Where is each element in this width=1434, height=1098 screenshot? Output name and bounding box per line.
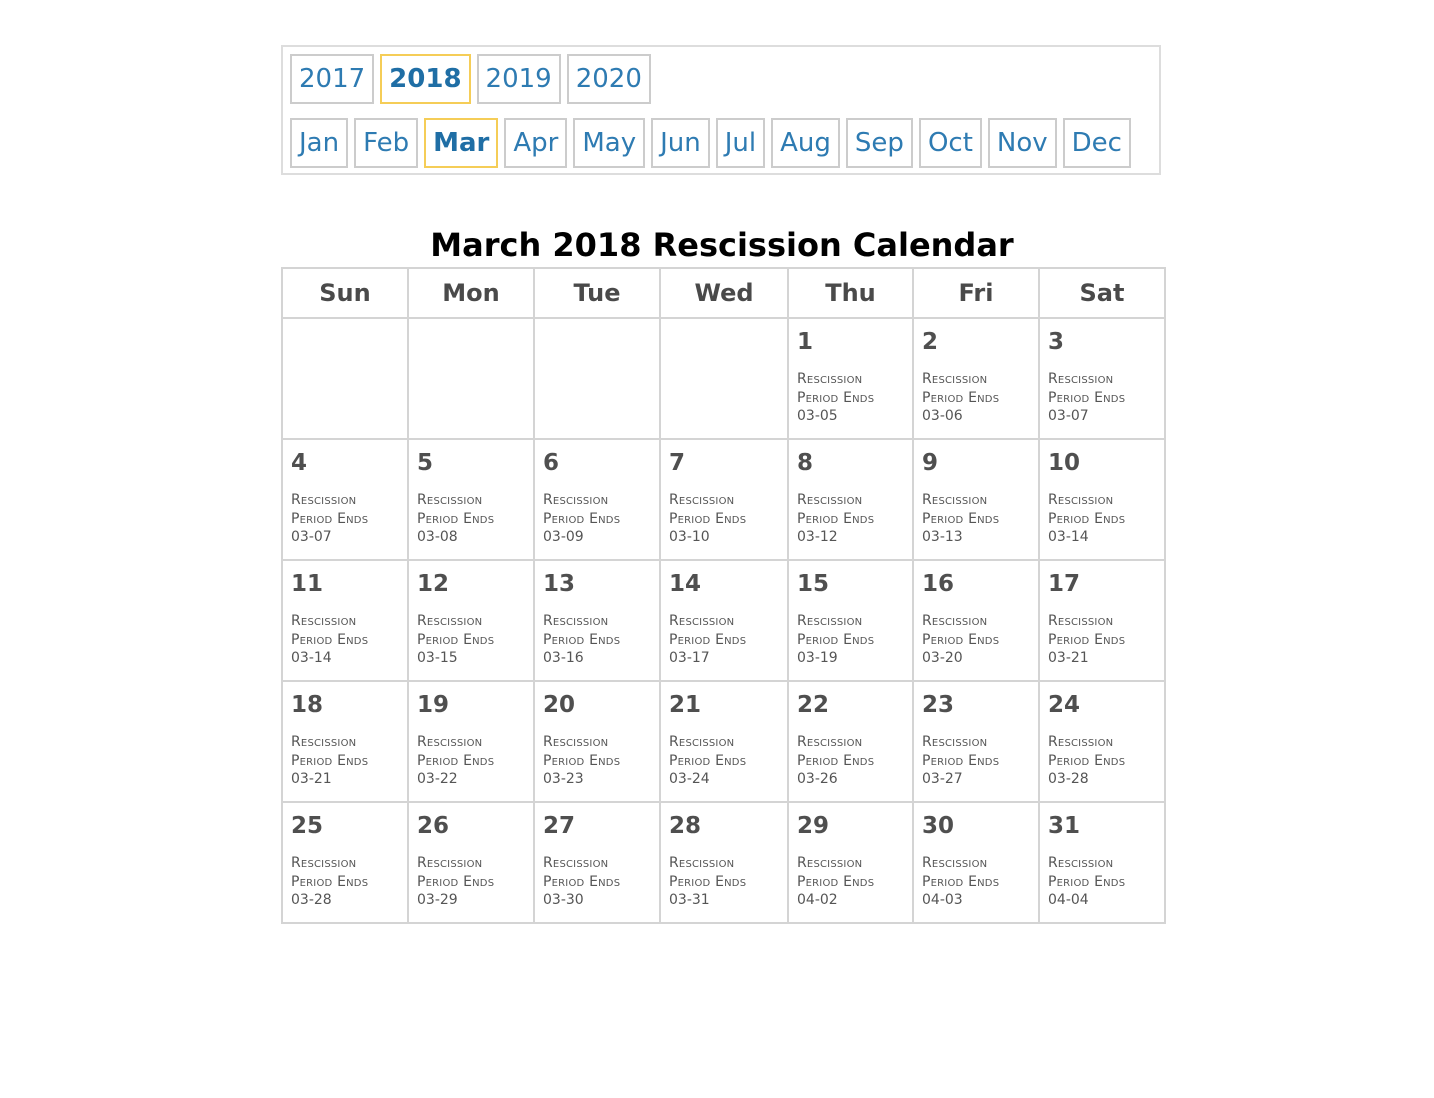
day-cell-content: [535, 561, 659, 680]
day-number: 24: [1048, 692, 1081, 718]
day-cell: [788, 318, 913, 439]
period-ends-label: Period Ends: [797, 510, 875, 527]
day-number: 22: [797, 692, 830, 718]
day-number: 5: [417, 450, 434, 476]
day-cell-content: [535, 682, 659, 801]
period-end-date: 03-13: [922, 529, 963, 545]
period-ends-label: Period Ends: [291, 873, 369, 890]
rescission-label: Rescission: [291, 855, 357, 871]
day-cell-content: [789, 803, 912, 922]
day-cell-content: [535, 803, 659, 922]
day-cell: [660, 560, 788, 681]
period-ends-label: Period Ends: [797, 631, 875, 648]
day-cell-content: [661, 440, 787, 559]
rescission-label: Rescission: [797, 492, 863, 508]
rescission-label: Rescission: [797, 613, 863, 629]
day-number: 6: [543, 450, 560, 476]
rescission-label: Rescission: [291, 492, 357, 508]
day-cell-content: [661, 803, 787, 922]
day-number: 17: [1048, 571, 1081, 597]
empty-day-cell: [660, 318, 788, 439]
weekday-header: [282, 268, 1165, 318]
rescission-info: [922, 733, 1031, 789]
day-cell-content: [409, 682, 533, 801]
day-number: 1: [797, 329, 814, 355]
rescission-label: Rescission: [922, 613, 988, 629]
period-end-date: 03-24: [669, 771, 710, 787]
day-cell-content: [283, 803, 407, 922]
year-button-2019[interactable]: 2019: [477, 54, 561, 104]
period-ends-label: Period Ends: [797, 873, 875, 890]
day-number: 14: [669, 571, 702, 597]
day-cell: [534, 560, 660, 681]
day-cell: [408, 560, 534, 681]
rescission-label: Rescission: [543, 613, 609, 629]
rescission-label: Rescission: [797, 855, 863, 871]
rescission-label: Rescission: [922, 371, 988, 387]
rescission-info: [1048, 733, 1157, 789]
week-row: [282, 439, 1165, 560]
rescission-info: [922, 612, 1031, 668]
rescission-info: [797, 491, 905, 547]
period-ends-label: Period Ends: [417, 873, 495, 890]
rescission-info: [1048, 612, 1157, 668]
calendar-body: [282, 318, 1165, 923]
day-number: 26: [417, 813, 450, 839]
month-button-jul[interactable]: Jul: [716, 118, 765, 168]
rescission-label: Rescission: [417, 613, 483, 629]
month-button-dec[interactable]: Dec: [1063, 118, 1131, 168]
rescission-info: [543, 854, 652, 910]
day-cell: [1039, 560, 1165, 681]
rescission-label: Rescission: [417, 855, 483, 871]
day-number: 30: [922, 813, 955, 839]
rescission-info: [291, 854, 400, 910]
rescission-label: Rescission: [669, 855, 735, 871]
day-cell: [660, 439, 788, 560]
day-cell: [913, 560, 1039, 681]
day-number: 18: [291, 692, 324, 718]
day-cell: [1039, 681, 1165, 802]
week-row: [282, 681, 1165, 802]
period-end-date: 03-12: [797, 529, 838, 545]
rescission-info: [291, 491, 400, 547]
date-navigation: [281, 45, 1161, 175]
period-end-date: 03-20: [922, 650, 963, 666]
day-cell: [282, 802, 408, 923]
week-row: [282, 560, 1165, 681]
day-number: 25: [291, 813, 324, 839]
day-cell: [660, 681, 788, 802]
rescission-info: [922, 854, 1031, 910]
day-cell-content: [914, 440, 1038, 559]
period-ends-label: Period Ends: [922, 389, 1000, 406]
rescission-label: Rescission: [922, 855, 988, 871]
rescission-info: [417, 854, 526, 910]
day-number: 27: [543, 813, 576, 839]
day-cell-content: [283, 682, 407, 801]
month-button-sep[interactable]: Sep: [846, 118, 913, 168]
month-button-apr[interactable]: Apr: [504, 118, 567, 168]
rescission-info: [291, 612, 400, 668]
day-cell-content: [283, 440, 407, 559]
week-row: [282, 802, 1165, 923]
day-number: 12: [417, 571, 450, 597]
day-number: 13: [543, 571, 576, 597]
rescission-info: [417, 612, 526, 668]
month-button-may[interactable]: May: [573, 118, 645, 168]
day-cell: [282, 560, 408, 681]
day-cell: [408, 681, 534, 802]
weekday-fri: Fri: [913, 268, 1039, 318]
day-number: 4: [291, 450, 308, 476]
period-ends-label: Period Ends: [669, 631, 747, 648]
day-number: 2: [922, 329, 939, 355]
day-cell: [534, 681, 660, 802]
day-number: 21: [669, 692, 702, 718]
period-ends-label: Period Ends: [543, 631, 621, 648]
day-cell-content: [914, 319, 1038, 438]
period-ends-label: Period Ends: [797, 389, 875, 406]
day-cell-content: [1040, 319, 1164, 438]
period-ends-label: Period Ends: [669, 510, 747, 527]
day-cell: [660, 802, 788, 923]
day-cell: [913, 681, 1039, 802]
day-number: 11: [291, 571, 324, 597]
year-button-2018[interactable]: 2018: [380, 54, 470, 104]
day-number: 29: [797, 813, 830, 839]
period-ends-label: Period Ends: [543, 510, 621, 527]
day-cell: [534, 802, 660, 923]
day-cell-content: [1040, 682, 1164, 801]
day-cell-content: [409, 561, 533, 680]
rescission-label: Rescission: [417, 492, 483, 508]
day-number: 9: [922, 450, 939, 476]
day-cell-content: [661, 682, 787, 801]
period-end-date: 03-21: [1048, 650, 1089, 666]
weekday-sat: Sat: [1039, 268, 1165, 318]
rescission-info: [417, 733, 526, 789]
period-ends-label: Period Ends: [669, 873, 747, 890]
day-number: 10: [1048, 450, 1081, 476]
period-ends-label: Period Ends: [543, 873, 621, 890]
day-number: 8: [797, 450, 814, 476]
day-cell: [788, 560, 913, 681]
month-button-jan[interactable]: Jan: [290, 118, 348, 168]
day-cell-content: [789, 319, 912, 438]
month-button-jun[interactable]: Jun: [651, 118, 710, 168]
rescission-info: [291, 733, 400, 789]
period-end-date: 03-07: [291, 529, 332, 545]
rescission-info: [1048, 854, 1157, 910]
month-button-nov[interactable]: Nov: [988, 118, 1057, 168]
period-end-date: 04-02: [797, 892, 838, 908]
period-end-date: 03-10: [669, 529, 710, 545]
rescission-label: Rescission: [922, 492, 988, 508]
rescission-label: Rescission: [543, 492, 609, 508]
period-end-date: 03-21: [291, 771, 332, 787]
rescission-label: Rescission: [291, 613, 357, 629]
month-button-mar[interactable]: Mar: [424, 118, 498, 168]
year-button-2017[interactable]: 2017: [290, 54, 374, 104]
weekday-mon: Mon: [408, 268, 534, 318]
period-end-date: 03-14: [291, 650, 332, 666]
period-end-date: 04-03: [922, 892, 963, 908]
period-ends-label: Period Ends: [417, 510, 495, 527]
rescission-info: [543, 491, 652, 547]
rescission-info: [669, 491, 780, 547]
period-end-date: 03-09: [543, 529, 584, 545]
day-number: 31: [1048, 813, 1081, 839]
day-cell: [282, 439, 408, 560]
period-end-date: 03-05: [797, 408, 838, 424]
day-cell: [1039, 318, 1165, 439]
day-cell: [408, 439, 534, 560]
day-cell-content: [914, 803, 1038, 922]
period-ends-label: Period Ends: [291, 510, 369, 527]
weekday-wed: Wed: [660, 268, 788, 318]
day-cell-content: [283, 561, 407, 680]
period-end-date: 03-23: [543, 771, 584, 787]
day-number: 3: [1048, 329, 1065, 355]
year-button-2020[interactable]: 2020: [567, 54, 651, 104]
day-cell: [1039, 439, 1165, 560]
period-ends-label: Period Ends: [1048, 510, 1126, 527]
rescission-label: Rescission: [543, 734, 609, 750]
day-cell: [913, 318, 1039, 439]
day-number: 7: [669, 450, 686, 476]
day-cell-content: [789, 682, 912, 801]
period-ends-label: Period Ends: [1048, 873, 1126, 890]
day-cell: [1039, 802, 1165, 923]
day-cell-content: [914, 682, 1038, 801]
rescission-info: [922, 491, 1031, 547]
period-end-date: 03-22: [417, 771, 458, 787]
rescission-label: Rescission: [1048, 855, 1114, 871]
rescission-info: [797, 733, 905, 789]
period-ends-label: Period Ends: [543, 752, 621, 769]
period-end-date: 04-04: [1048, 892, 1089, 908]
period-ends-label: Period Ends: [922, 631, 1000, 648]
empty-day-cell: [534, 318, 660, 439]
period-end-date: 03-08: [417, 529, 458, 545]
day-cell-content: [409, 440, 533, 559]
period-ends-label: Period Ends: [417, 631, 495, 648]
day-cell: [913, 802, 1039, 923]
day-number: 20: [543, 692, 576, 718]
period-end-date: 03-14: [1048, 529, 1089, 545]
period-end-date: 03-28: [1048, 771, 1089, 787]
rescission-info: [797, 854, 905, 910]
period-ends-label: Period Ends: [417, 752, 495, 769]
day-cell: [913, 439, 1039, 560]
period-end-date: 03-30: [543, 892, 584, 908]
rescission-label: Rescission: [1048, 613, 1114, 629]
period-ends-label: Period Ends: [922, 752, 1000, 769]
rescission-info: [543, 733, 652, 789]
rescission-info: [1048, 370, 1157, 426]
period-ends-label: Period Ends: [669, 752, 747, 769]
day-cell-content: [1040, 561, 1164, 680]
day-cell: [788, 802, 913, 923]
month-button-oct[interactable]: Oct: [919, 118, 982, 168]
period-end-date: 03-07: [1048, 408, 1089, 424]
day-cell-content: [789, 440, 912, 559]
month-button-feb[interactable]: Feb: [354, 118, 418, 168]
rescission-info: [797, 612, 905, 668]
weekday-thu: Thu: [788, 268, 913, 318]
month-button-aug[interactable]: Aug: [771, 118, 840, 168]
period-end-date: 03-31: [669, 892, 710, 908]
period-ends-label: Period Ends: [922, 510, 1000, 527]
period-end-date: 03-06: [922, 408, 963, 424]
rescission-label: Rescission: [669, 492, 735, 508]
period-end-date: 03-17: [669, 650, 710, 666]
rescission-label: Rescission: [543, 855, 609, 871]
day-number: 16: [922, 571, 955, 597]
rescission-label: Rescission: [1048, 371, 1114, 387]
period-ends-label: Period Ends: [1048, 752, 1126, 769]
day-cell-content: [409, 803, 533, 922]
period-end-date: 03-19: [797, 650, 838, 666]
rescission-label: Rescission: [669, 613, 735, 629]
period-ends-label: Period Ends: [1048, 631, 1126, 648]
week-row: [282, 318, 1165, 439]
rescission-label: Rescission: [797, 734, 863, 750]
period-ends-label: Period Ends: [797, 752, 875, 769]
period-ends-label: Period Ends: [291, 631, 369, 648]
rescission-info: [1048, 491, 1157, 547]
rescission-label: Rescission: [922, 734, 988, 750]
rescission-info: [669, 854, 780, 910]
period-ends-label: Period Ends: [291, 752, 369, 769]
rescission-info: [417, 491, 526, 547]
day-cell: [282, 681, 408, 802]
period-end-date: 03-15: [417, 650, 458, 666]
day-cell: [788, 681, 913, 802]
day-cell: [788, 439, 913, 560]
day-cell: [408, 802, 534, 923]
period-ends-label: Period Ends: [922, 873, 1000, 890]
rescission-label: Rescission: [417, 734, 483, 750]
rescission-info: [797, 370, 905, 426]
rescission-calendar: [281, 267, 1166, 924]
period-ends-label: Period Ends: [1048, 389, 1126, 406]
rescission-label: Rescission: [669, 734, 735, 750]
period-end-date: 03-27: [922, 771, 963, 787]
day-cell-content: [1040, 803, 1164, 922]
day-cell-content: [1040, 440, 1164, 559]
day-cell-content: [661, 561, 787, 680]
day-number: 19: [417, 692, 450, 718]
period-end-date: 03-29: [417, 892, 458, 908]
rescission-label: Rescission: [291, 734, 357, 750]
calendar-title: March 2018 Rescission Calendar: [430, 226, 1014, 264]
rescission-info: [922, 370, 1031, 426]
day-number: 15: [797, 571, 830, 597]
period-end-date: 03-26: [797, 771, 838, 787]
day-cell-content: [535, 440, 659, 559]
rescission-label: Rescission: [797, 371, 863, 387]
period-end-date: 03-16: [543, 650, 584, 666]
empty-day-cell: [408, 318, 534, 439]
weekday-tue: Tue: [534, 268, 660, 318]
empty-day-cell: [282, 318, 408, 439]
period-end-date: 03-28: [291, 892, 332, 908]
weekday-sun: Sun: [282, 268, 408, 318]
day-number: 28: [669, 813, 702, 839]
rescission-label: Rescission: [1048, 734, 1114, 750]
day-cell-content: [914, 561, 1038, 680]
day-cell: [534, 439, 660, 560]
year-selector: [290, 54, 651, 104]
rescission-info: [669, 612, 780, 668]
day-number: 23: [922, 692, 955, 718]
rescission-label: Rescission: [1048, 492, 1114, 508]
rescission-info: [543, 612, 652, 668]
rescission-info: [669, 733, 780, 789]
day-cell-content: [789, 561, 912, 680]
month-selector: [290, 118, 1131, 168]
